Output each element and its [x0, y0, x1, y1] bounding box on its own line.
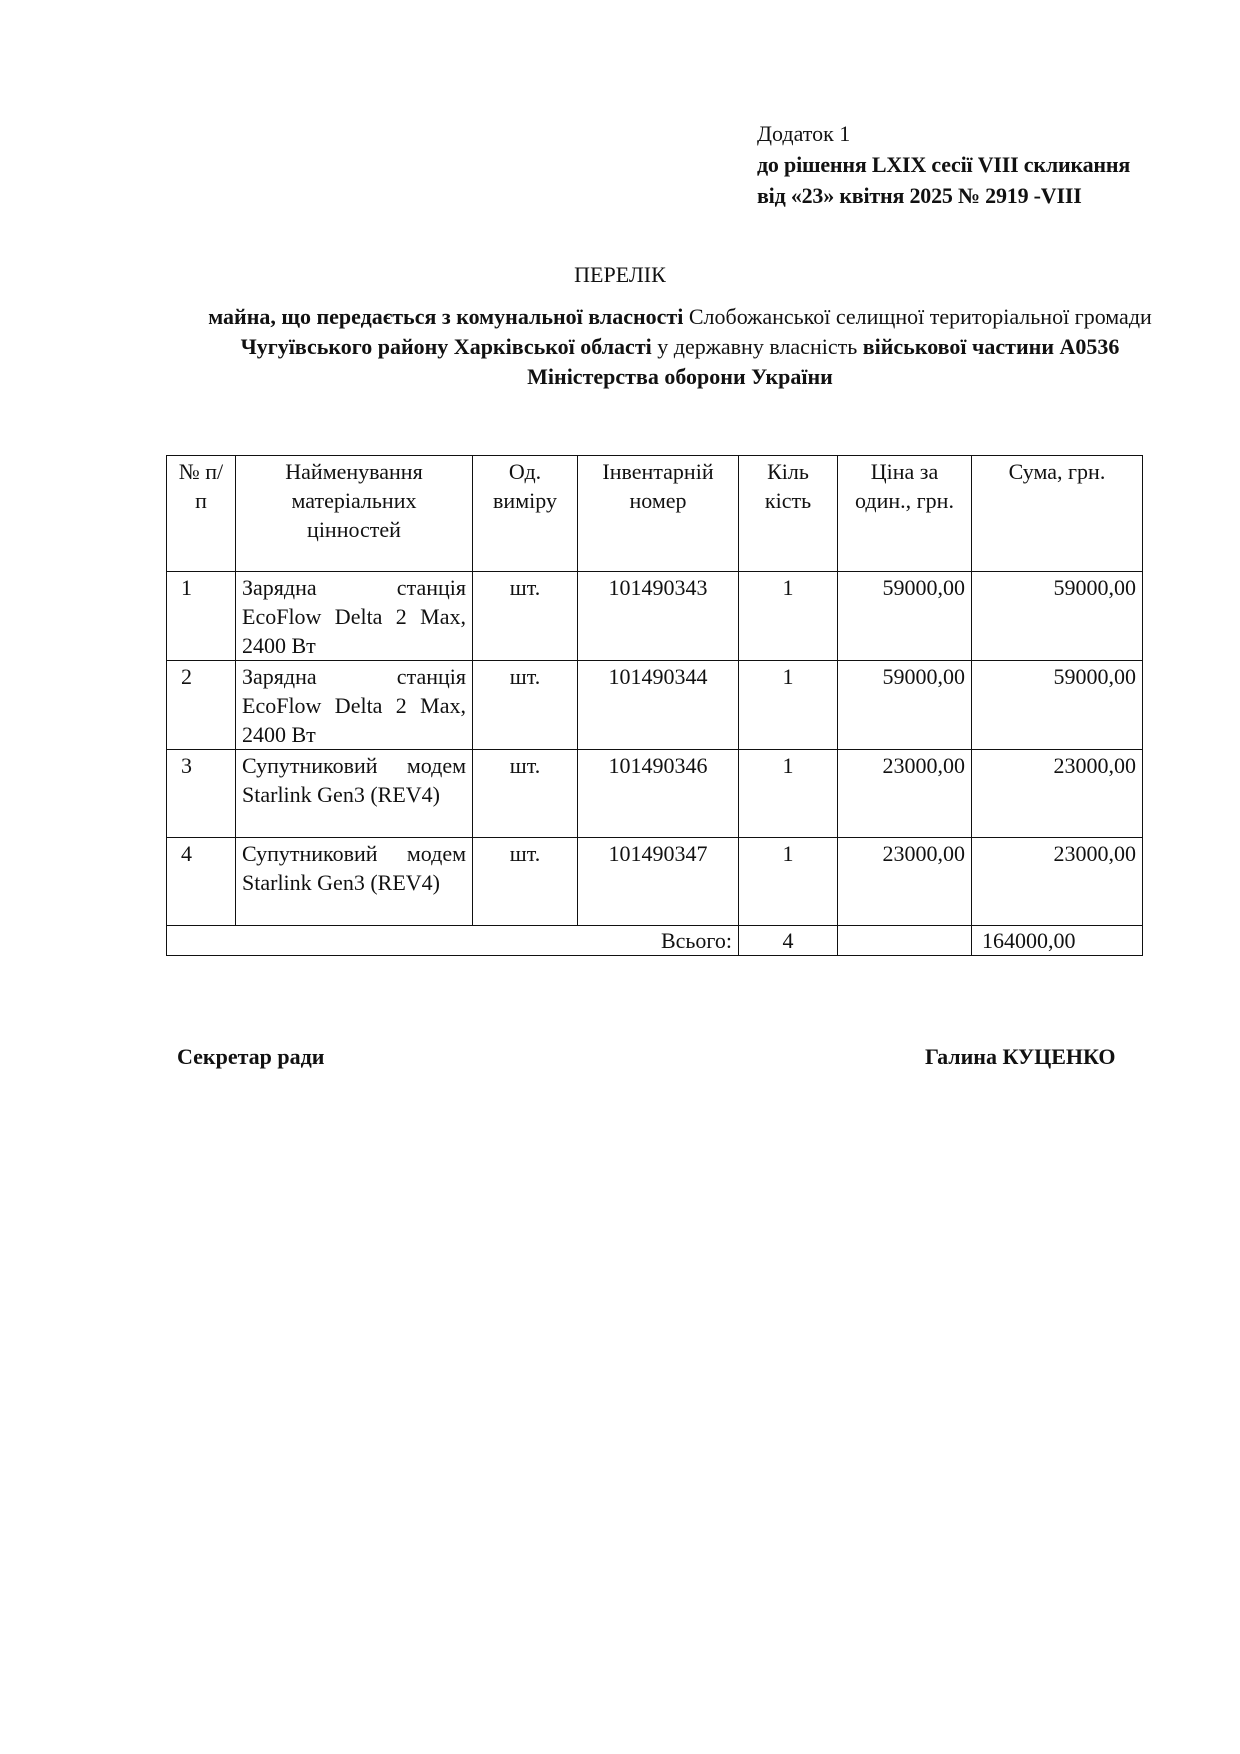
cell-price: 59000,00: [838, 661, 972, 750]
heading-part-3: Чугуївського району Харківської області: [240, 334, 652, 359]
cell-unit: шт.: [473, 572, 578, 661]
document-heading: [180, 302, 1180, 392]
cell-unit: шт.: [473, 838, 578, 926]
heading-part-4: у державну власність: [651, 334, 863, 359]
total-label: Всього:: [167, 926, 739, 956]
cell-num: 2: [167, 661, 236, 750]
annex-number: Додаток 1: [757, 121, 851, 146]
items-table: [166, 455, 1143, 956]
signatory-position: Секретар ради: [177, 1044, 325, 1069]
cell-num: 1: [167, 572, 236, 661]
cell-name: Зарядна станція EcoFlow Delta 2 Max, 2400 Вт: [236, 572, 473, 661]
cell-price: 23000,00: [838, 750, 972, 838]
cell-num: 4: [167, 838, 236, 926]
header-unit: Од. виміру: [473, 456, 578, 572]
cell-num: 3: [167, 750, 236, 838]
annex-block: [757, 118, 1130, 211]
cell-unit: шт.: [473, 661, 578, 750]
table-header-row: [167, 456, 1143, 572]
total-sum: 164000,00: [972, 926, 1143, 956]
cell-sum: 23000,00: [972, 750, 1143, 838]
cell-sum: 59000,00: [972, 572, 1143, 661]
cell-inventory: 101490346: [578, 750, 739, 838]
cell-inventory: 101490343: [578, 572, 739, 661]
cell-sum: 23000,00: [972, 838, 1143, 926]
header-name: Найменування матеріальних цінностей: [236, 456, 473, 572]
cell-quantity: 1: [739, 661, 838, 750]
signatory-name: Галина КУЦЕНКО: [925, 1044, 1116, 1069]
heading-part-2: Слобожанської селищної територіальної громади: [683, 304, 1152, 329]
cell-price: 59000,00: [838, 572, 972, 661]
cell-name: Супутниковий модем Starlink Gen3 (REV4): [236, 750, 473, 838]
header-price: Ціна за один., грн.: [838, 456, 972, 572]
cell-price: 23000,00: [838, 838, 972, 926]
table-row: [167, 838, 1143, 926]
cell-name: Супутниковий модем Starlink Gen3 (REV4): [236, 838, 473, 926]
cell-quantity: 1: [739, 750, 838, 838]
table-row: [167, 750, 1143, 838]
total-quantity: 4: [739, 926, 838, 956]
cell-unit: шт.: [473, 750, 578, 838]
cell-inventory: 101490347: [578, 838, 739, 926]
cell-name: Зарядна станція EcoFlow Delta 2 Max, 2400 Вт: [236, 661, 473, 750]
header-num: № п/п: [167, 456, 236, 572]
annex-date: від «23» квітня 2025 № 2919 -VIII: [757, 183, 1082, 208]
table-row: [167, 661, 1143, 750]
header-sum: Сума, грн.: [972, 456, 1143, 572]
table-total-row: [167, 926, 1143, 956]
header-quantity: Кіль кість: [739, 456, 838, 572]
document-title: ПЕРЕЛІК: [574, 262, 666, 287]
table-row: [167, 572, 1143, 661]
cell-quantity: 1: [739, 838, 838, 926]
heading-part-1: майна, що передається з комунальної власності: [208, 304, 684, 329]
cell-sum: 59000,00: [972, 661, 1143, 750]
cell-quantity: 1: [739, 572, 838, 661]
annex-decision: до рішення LXIX сесії VIII скликання: [757, 152, 1131, 177]
heading-part-5: військової частини А0536 Міністерства оборони України: [527, 334, 1120, 389]
header-inventory: Інвентарній номер: [578, 456, 739, 572]
total-price: [838, 926, 972, 956]
cell-inventory: 101490344: [578, 661, 739, 750]
